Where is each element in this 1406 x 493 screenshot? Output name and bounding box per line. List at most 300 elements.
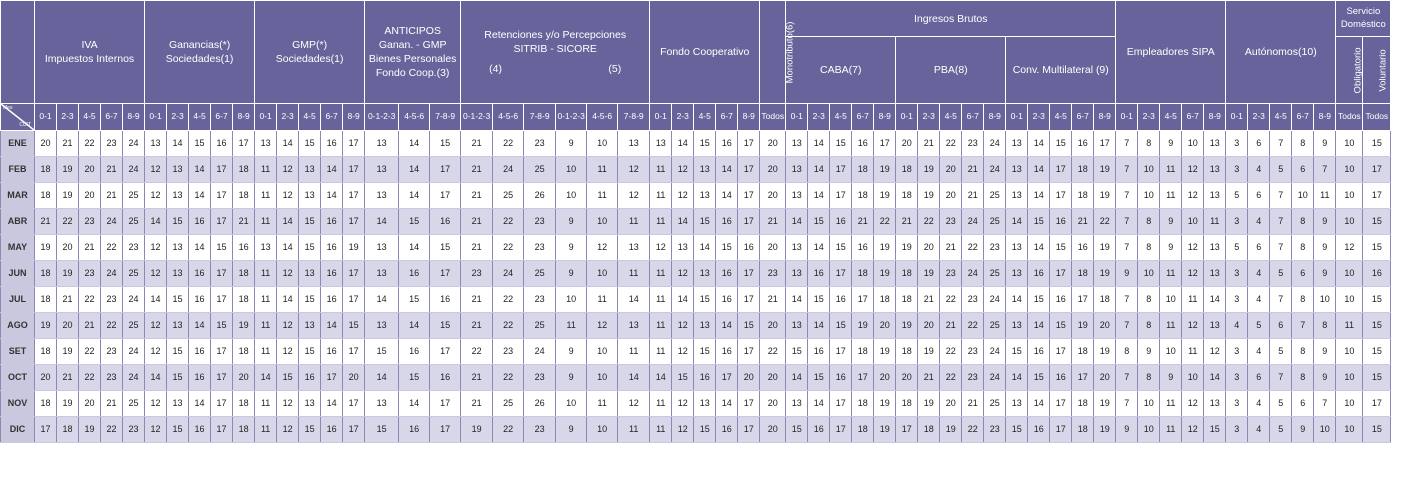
date-cell: 22 [493,131,524,157]
date-cell: 13 [618,313,650,339]
date-cell: 13 [255,131,277,157]
date-cell: 12 [1204,339,1226,365]
date-cell: 16 [321,209,343,235]
date-cell: 9 [1160,131,1182,157]
date-cell: 12 [1182,391,1204,417]
date-cell: 17 [343,339,365,365]
date-cell: 3 [1226,339,1248,365]
column-header-ganancias-1: 2-3 [167,103,189,130]
date-cell: 8 [1138,287,1160,313]
date-cell: 8 [1292,287,1314,313]
date-cell: 7 [1270,235,1292,261]
date-cell: 14 [399,131,430,157]
date-cell: 13 [786,235,808,261]
date-cell: 21 [79,235,101,261]
date-cell: 20 [79,391,101,417]
date-cell: 12 [1182,417,1204,443]
date-cell: 14 [1028,313,1050,339]
date-cell: 18 [852,261,874,287]
date-cell: 9 [1116,417,1138,443]
date-cell: 14 [808,391,830,417]
date-cell: 16 [233,235,255,261]
table-row [1,339,1391,365]
date-cell: 15 [1028,365,1050,391]
date-cell: 17 [738,391,760,417]
date-cell: 14 [189,391,211,417]
column-header-conv-1: 2-3 [1028,103,1050,130]
date-cell: 23 [101,339,123,365]
date-cell: 12 [145,417,167,443]
date-cell: 7 [1270,183,1292,209]
date-cell: 10 [1336,183,1363,209]
date-cell: 19 [874,235,896,261]
date-cell: 15 [694,339,716,365]
date-cell: 14 [1204,365,1226,391]
date-cell: 13 [365,313,399,339]
column-header-ganancias-0: 0-1 [145,103,167,130]
date-cell: 7 [1116,235,1138,261]
date-cell: 15 [167,417,189,443]
date-cell: 17 [738,131,760,157]
date-cell: 12 [277,417,299,443]
column-header-iva-3: 6-7 [101,103,123,130]
date-cell: 3 [1226,365,1248,391]
date-cell: 14 [1028,183,1050,209]
date-cell: 22 [101,235,123,261]
date-cell: 12 [145,261,167,287]
date-cell: 17 [830,417,852,443]
date-cell: 15 [167,365,189,391]
date-cell: 15 [694,131,716,157]
date-cell: 8 [1292,365,1314,391]
date-cell: 17 [35,417,57,443]
date-cell: 14 [672,209,694,235]
date-cell: 15 [211,235,233,261]
date-cell: 22 [101,313,123,339]
date-cell: 13 [1204,391,1226,417]
date-cell: 17 [738,209,760,235]
date-cell: 9 [556,339,587,365]
month-cell: SET [1,339,35,365]
date-cell: 4 [1248,417,1270,443]
date-cell: 10 [556,183,587,209]
date-cell: 14 [189,313,211,339]
date-cell: 14 [255,365,277,391]
date-cell: 4 [1248,339,1270,365]
column-header-empleadores-0: 0-1 [1116,103,1138,130]
date-cell: 3 [1226,417,1248,443]
date-cell: 17 [430,261,461,287]
date-cell: 10 [1314,287,1336,313]
date-cell: 18 [1072,417,1094,443]
date-cell: 19 [79,417,101,443]
date-cell: 11 [618,261,650,287]
date-cell: 8 [1292,209,1314,235]
date-cell: 16 [716,417,738,443]
date-cell: 15 [716,235,738,261]
date-cell: 14 [277,235,299,261]
date-cell: 13 [786,391,808,417]
date-cell: 16 [1072,235,1094,261]
date-cell: 24 [123,287,145,313]
date-cell: 13 [1006,261,1028,287]
date-cell: 17 [321,365,343,391]
date-cell: 25 [524,261,556,287]
date-cell: 13 [167,261,189,287]
date-cell: 18 [896,261,918,287]
date-cell: 12 [277,339,299,365]
date-cell: 16 [830,209,852,235]
date-cell: 17 [430,417,461,443]
date-cell: 15 [211,313,233,339]
column-header-anticipos-0: 0-1-2-3 [365,103,399,130]
date-cell: 16 [321,131,343,157]
date-cell: 14 [399,235,430,261]
date-cell: 18 [233,261,255,287]
date-cell: 16 [321,261,343,287]
date-cell: 11 [1160,417,1182,443]
date-cell: 11 [1160,261,1182,287]
date-cell: 16 [189,209,211,235]
date-cell: 5 [1248,313,1270,339]
date-cell: 23 [79,261,101,287]
date-cell: 15 [786,339,808,365]
date-cell: 24 [984,365,1006,391]
date-cell: 17 [1050,391,1072,417]
date-cell: 17 [343,209,365,235]
date-cell: 10 [1336,417,1363,443]
column-header-pba-0: 0-1 [896,103,918,130]
date-cell: 19 [896,235,918,261]
date-cell: 15 [1363,339,1391,365]
date-cell: 14 [786,287,808,313]
date-cell: 14 [145,365,167,391]
date-cell: 12 [672,339,694,365]
date-cell: 21 [852,209,874,235]
date-cell: 5 [1270,157,1292,183]
date-cell: 13 [299,313,321,339]
date-cell: 15 [167,339,189,365]
date-cell: 11 [1160,313,1182,339]
date-cell: 5 [1270,261,1292,287]
date-cell: 11 [255,313,277,339]
column-header-retenciones-0: 0-1-2-3 [461,103,493,130]
date-cell: 14 [808,131,830,157]
date-cell: 17 [343,417,365,443]
table-row [1,313,1391,339]
date-cell: 18 [896,339,918,365]
date-cell: 19 [1094,183,1116,209]
date-cell: 19 [874,339,896,365]
date-cell: 8 [1116,339,1138,365]
date-cell: 13 [1204,183,1226,209]
date-cell: 14 [808,313,830,339]
date-cell: 15 [1050,235,1072,261]
column-header-anticipos-2: 7-8-9 [430,103,461,130]
date-cell: 15 [1363,287,1391,313]
date-cell: 13 [694,313,716,339]
date-cell: 19 [233,313,255,339]
date-cell: 14 [365,209,399,235]
date-cell: 16 [1072,131,1094,157]
date-cell: 4 [1248,287,1270,313]
date-cell: 16 [1028,339,1050,365]
column-header-conv-3: 6-7 [1072,103,1094,130]
date-cell: 19 [918,261,940,287]
date-cell: 23 [962,365,984,391]
date-cell: 16 [321,417,343,443]
date-cell: 22 [79,339,101,365]
table-row [1,235,1391,261]
date-cell: 23 [984,235,1006,261]
group-header-fondo [650,1,760,104]
date-cell: 12 [145,183,167,209]
date-cell: 13 [786,157,808,183]
date-cell: 18 [35,157,57,183]
date-cell: 13 [1204,157,1226,183]
date-cell: 11 [255,157,277,183]
date-cell: 16 [716,209,738,235]
group-header-iva [35,1,145,104]
date-cell: 14 [167,131,189,157]
table-row [1,157,1391,183]
date-cell: 15 [1204,417,1226,443]
date-cell: 15 [277,365,299,391]
date-cell: 24 [984,131,1006,157]
date-cell: 14 [145,209,167,235]
date-cell: 14 [1028,131,1050,157]
date-cell: 23 [962,287,984,313]
corner-mes-label: Mes [3,105,13,111]
date-cell: 22 [79,131,101,157]
date-cell: 10 [587,261,618,287]
date-cell: 16 [189,287,211,313]
column-header-empleadores-1: 2-3 [1138,103,1160,130]
date-cell: 17 [1363,391,1391,417]
date-cell: 15 [808,287,830,313]
date-cell: 7 [1270,287,1292,313]
date-cell: 25 [984,261,1006,287]
date-cell: 20 [760,391,786,417]
date-cell: 16 [1028,261,1050,287]
date-cell: 24 [493,157,524,183]
date-cell: 20 [343,365,365,391]
date-cell: 23 [940,209,962,235]
date-cell: 13 [618,235,650,261]
date-cell: 18 [233,183,255,209]
date-cell: 22 [1094,209,1116,235]
date-cell: 22 [962,417,984,443]
date-cell: 20 [918,235,940,261]
date-cell: 23 [101,287,123,313]
group-label-gmp: GMP(*) Sociedades(1) [275,38,344,65]
date-cell: 14 [189,183,211,209]
date-cell: 14 [808,235,830,261]
column-header-fondo-0: 0-1 [650,103,672,130]
date-cell: 17 [1363,157,1391,183]
date-cell: 16 [321,339,343,365]
date-cell: 19 [1094,417,1116,443]
date-cell: 20 [940,157,962,183]
date-cell: 7 [1314,157,1336,183]
date-cell: 9 [1314,261,1336,287]
date-cell: 19 [896,313,918,339]
date-cell: 6 [1270,313,1292,339]
date-cell: 13 [167,391,189,417]
date-cell: 13 [694,183,716,209]
date-cell: 21 [461,209,493,235]
date-cell: 7 [1116,313,1138,339]
date-cell: 20 [738,365,760,391]
date-cell: 14 [672,287,694,313]
date-cell: 17 [1050,157,1072,183]
date-cell: 13 [299,157,321,183]
table-header [1,1,1391,131]
date-cell: 14 [399,183,430,209]
date-cell: 21 [962,391,984,417]
date-cell: 12 [1182,261,1204,287]
date-cell: 24 [984,339,1006,365]
date-cell: 9 [556,235,587,261]
date-cell: 10 [1182,131,1204,157]
date-cell: 3 [1226,209,1248,235]
date-cell: 17 [211,287,233,313]
date-cell: 13 [694,157,716,183]
date-cell: 16 [430,287,461,313]
date-cell: 11 [618,417,650,443]
date-cell: 10 [1182,365,1204,391]
date-cell: 20 [35,131,57,157]
table-row [1,261,1391,287]
corner-label-area [1,103,34,130]
date-cell: 21 [461,365,493,391]
group-header-servicio: Servicio Doméstico [1336,1,1391,37]
date-cell: 12 [1182,183,1204,209]
date-cell: 23 [524,365,556,391]
date-cell: 17 [738,157,760,183]
date-cell: 9 [1314,365,1336,391]
date-cell: 16 [399,339,430,365]
date-cell: 22 [940,131,962,157]
date-cell: 6 [1248,131,1270,157]
date-cell: 13 [167,157,189,183]
date-cell: 21 [918,365,940,391]
date-cell: 6 [1292,157,1314,183]
date-cell: 16 [716,261,738,287]
date-cell: 10 [1138,261,1160,287]
month-cell: ENE [1,131,35,157]
date-cell: 13 [618,131,650,157]
column-header-retenciones-5: 7-8-9 [618,103,650,130]
group-label-autonomos: Autónomos(10) [1244,45,1317,58]
date-cell: 13 [365,131,399,157]
date-cell: 16 [399,417,430,443]
date-cell: 18 [852,339,874,365]
date-cell: 16 [430,365,461,391]
date-cell: 24 [984,157,1006,183]
date-cell: 18 [233,391,255,417]
date-cell: 11 [1160,391,1182,417]
date-cell: 16 [808,417,830,443]
date-cell: 18 [35,391,57,417]
date-cell: 15 [1363,313,1391,339]
date-cell: 11 [1336,313,1363,339]
date-cell: 15 [1006,339,1028,365]
date-cell: 13 [694,261,716,287]
date-cell: 17 [430,339,461,365]
date-cell: 25 [123,261,145,287]
date-cell: 20 [760,183,786,209]
date-cell: 7 [1270,131,1292,157]
date-cell: 16 [189,365,211,391]
date-cell: 11 [1160,157,1182,183]
date-cell: 11 [650,261,672,287]
date-cell: 22 [940,339,962,365]
date-cell: 11 [1182,339,1204,365]
date-cell: 11 [255,183,277,209]
date-cell: 20 [79,157,101,183]
date-cell: 13 [1204,235,1226,261]
group-header-retenciones [461,1,650,104]
date-cell: 17 [738,417,760,443]
date-cell: 18 [896,157,918,183]
date-cell: 21 [461,157,493,183]
date-cell: 14 [786,209,808,235]
date-cell: 13 [299,261,321,287]
date-cell: 7 [1292,313,1314,339]
date-cell: 10 [1336,391,1363,417]
date-cell: 19 [57,157,79,183]
date-cell: 13 [1006,183,1028,209]
date-cell: 3 [1226,261,1248,287]
date-cell: 9 [1292,417,1314,443]
date-cell: 3 [1226,287,1248,313]
date-cell: 15 [1363,131,1391,157]
date-cell: 17 [874,131,896,157]
date-cell: 14 [399,157,430,183]
date-cell: 23 [984,417,1006,443]
date-cell: 17 [716,365,738,391]
date-cell: 10 [587,209,618,235]
month-cell: MAR [1,183,35,209]
date-cell: 20 [760,313,786,339]
date-cell: 19 [1094,235,1116,261]
date-cell: 21 [233,209,255,235]
date-cell: 9 [556,365,587,391]
date-cell: 23 [101,365,123,391]
date-cell: 25 [984,183,1006,209]
date-cell: 21 [461,183,493,209]
date-cell: 18 [35,183,57,209]
date-cell: 16 [211,131,233,157]
date-cell: 22 [79,365,101,391]
date-cell: 9 [1138,339,1160,365]
date-cell: 4 [1248,261,1270,287]
column-header-gmp-0: 0-1 [255,103,277,130]
date-cell: 17 [430,391,461,417]
date-cell: 9 [1314,235,1336,261]
date-cell: 13 [365,391,399,417]
date-cell: 17 [343,183,365,209]
date-cell: 10 [1336,131,1363,157]
date-cell: 17 [211,183,233,209]
date-cell: 21 [57,365,79,391]
date-cell: 23 [962,131,984,157]
date-cell: 25 [984,209,1006,235]
date-cell: 17 [1072,287,1094,313]
date-cell: 14 [321,313,343,339]
date-cell: 19 [874,157,896,183]
